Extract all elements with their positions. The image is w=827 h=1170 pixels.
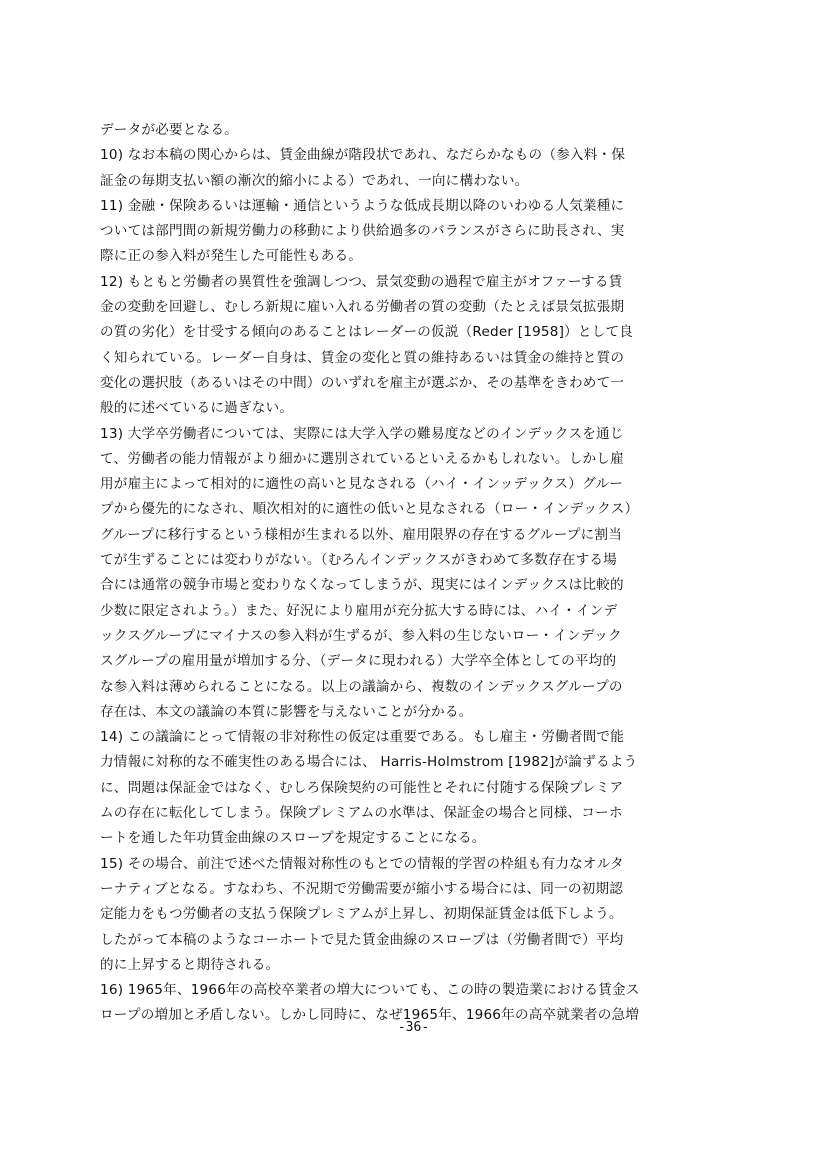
text-line: ついては部門間の新規労働力の移動により供給過多のバランスがさらに助長され、実 — [100, 223, 625, 240]
text-line: ムの存在に転化してしまう。保険プレミアムの水準は、保証金の場合と同様、コーホ — [100, 805, 623, 822]
text-line: く知られている。レーダー自身は、賃金の変化と質の維持あるいは賃金の維持と質の — [100, 349, 625, 366]
text-line: の質の劣化）を甘受する傾向のあることはレーダーの仮説（Reder [1958]）として良 — [100, 324, 634, 341]
text-line: 般的に述べているに過ぎない。 — [100, 400, 294, 417]
text-line: て、労働者の能力情報がより細かに選別されているといえるかもしれない。しかし雇 — [100, 450, 624, 467]
text-line: な参入料は薄められることになる。以上の議論から、複数のインデックスグループの — [100, 678, 623, 695]
text-line: ックスグループにマイナスの参入料が生ずるが、参入料の生じないロー・インデック — [100, 627, 622, 644]
text-line: ーナティブとなる。すなわち、不況期で労働需要が縮小する場合には、同一の初期認 — [100, 880, 624, 897]
text-line: したがって本稿のようなコーホートで見た賃金曲線のスロープは（労働者間で）平均 — [100, 931, 624, 948]
footnote-text-block — [100, 118, 708, 1029]
text-line: 16) 1965年、1966年の高校卒業者の増大についても、この時の製造業における賃金ス — [100, 982, 640, 999]
text-line: 的に上昇すると期待される。 — [100, 956, 280, 973]
text-line: データが必要となる。 — [100, 122, 238, 138]
text-line: 金の変動を回避し、むしろ新規に雇い入れる労働者の質の変動（たとえば景気拡張期 — [100, 299, 625, 316]
page-number: -36- — [397, 1020, 430, 1035]
text-line: 少数に限定されよう。）また、好況により雇用が充分拡大する時には、ハイ・インデ — [100, 602, 618, 619]
text-line: 力情報に対称的な不確実性のある場合には、 Harris-Holmstrom [1982]が論ずるよう — [100, 754, 638, 771]
text-line: 変化の選択肢（あるいはその中間）のいずれを雇主が選ぶか、その基準をきわめて一 — [100, 374, 625, 391]
text-line: 12) もともと労働者の異質性を強調しつつ、景気変動の過程で雇主がオファーする賃 — [100, 273, 623, 290]
text-line: ートを通した年功賃金曲線のスロープを規定することになる。 — [100, 830, 486, 847]
text-line: 14) この議論にとって情報の非対称性の仮定は重要である。もし雇主・労働者間で能 — [100, 729, 625, 746]
text-line: 定能力をもつ労働者の支払う保険プレミアムが上昇し、初期保証賃金は低下しよう。 — [100, 906, 623, 923]
text-line: 合には通常の競争市場と変わりなくなってしまうが、現実にはインデックスは比較的 — [100, 577, 624, 594]
text-line: に、問題は保証金ではなく、むしろ保険契約の可能性とそれに付随する保険プレミア — [100, 779, 624, 796]
text-line: 13) 大学卒労働者については、実際には大学入学の難易度などのインデックスを通じ — [100, 425, 624, 442]
text-line: 10) なお本稿の関心からは、賃金曲線が階段状であれ、なだらかなもの（参入料・保 — [100, 147, 626, 164]
text-line: 証金の毎期支払い額の漸次的縮小による）であれ、一向に構わない。 — [100, 172, 529, 189]
text-line: ロープの増加と矛盾しない。しかし同時に、なぜ1965年、1966年の高卒就業者の急増 — [100, 1007, 640, 1024]
text-line: 用が雇主によって相対的に適性の高いと見なされる（ハイ・インッデックス）グルー — [100, 476, 624, 493]
text-line: 15) その場合、前注で述べた情報対称性のもとでの情報的学習の枠組も有力なオルタ — [100, 855, 624, 872]
text-line: スグループの雇用量が増加する分、（データに現われる）大学卒全体としての平均的 — [100, 653, 617, 670]
text-line: 存在は、本文の議論の本質に影響を与えないことが分かる。 — [100, 703, 473, 720]
text-line: てが生ずることには変わりがない。（むろんインデックスがきわめて多数存在する場 — [100, 552, 617, 569]
text-line: プから優先的になされ、順次相対的に適性の低いと見なされる（ロー・インデックス） — [100, 501, 639, 518]
text-line: 際に正の参入料が発生した可能性もある。 — [100, 248, 363, 265]
text-line: 11) 金融・保険あるいは運輸・通信というような低成長期以降のいわゆる人気業種に — [100, 197, 625, 214]
text-line: グループに移行するという様相が生まれる以外、雇用限界の存在するグループに割当 — [100, 526, 622, 543]
